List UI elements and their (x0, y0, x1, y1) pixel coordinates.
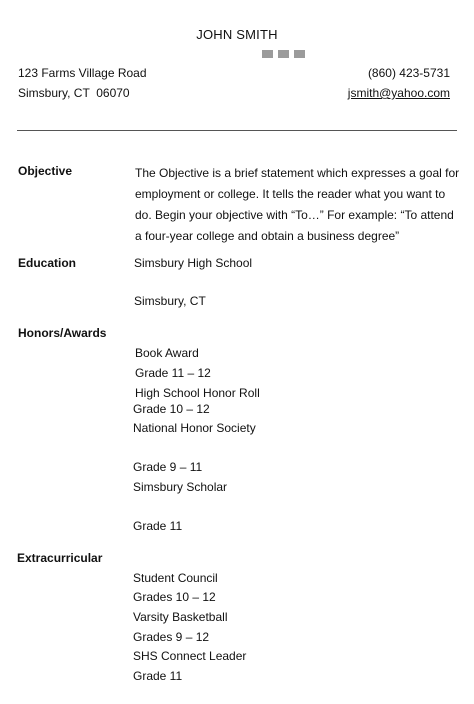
honors-heading: Honors/Awards (18, 326, 107, 340)
header-divider (17, 130, 457, 131)
honor-item: High School Honor Roll (135, 386, 260, 400)
education-location: Simsbury, CT (134, 294, 206, 308)
square-icon (262, 50, 273, 58)
honor-item: Grade 9 – 11 (133, 460, 203, 474)
extracurricular-heading: Extracurricular (17, 551, 103, 565)
resume-name: JOHN SMITH (196, 27, 278, 42)
objective-text: The Objective is a brief statement which expresses a goal for employment or college. It tells the reader what you want to do. Begin your objective with “To…” For example: “To attend a four-year college and obtain a business degree” (135, 166, 460, 243)
extracurricular-item: Grade 11 (133, 669, 183, 683)
education-school: Simsbury High School (134, 256, 253, 270)
honor-item: Grade 11 (133, 519, 183, 533)
address-line-1: 123 Farms Village Road (18, 66, 147, 80)
honor-item: National Honor Society (133, 421, 256, 435)
decorative-squares (262, 50, 305, 58)
email-link[interactable]: jsmith@yahoo.com (347, 86, 450, 100)
objective-heading: Objective (18, 164, 73, 178)
extracurricular-item: Student Council (133, 571, 218, 585)
extracurricular-item: Varsity Basketball (133, 610, 228, 624)
extracurricular-item: Grades 9 – 12 (133, 630, 210, 644)
extracurricular-item: Grades 10 – 12 (133, 590, 216, 604)
honor-item: Simsbury Scholar (133, 480, 228, 494)
phone-number: (860) 423-5731 (367, 66, 450, 80)
honor-item: Grade 11 – 12 (135, 366, 211, 380)
education-heading: Education (18, 256, 77, 270)
honor-item: Book Award (135, 346, 199, 360)
square-icon (278, 50, 289, 58)
honor-item: Grade 10 – 12 (133, 402, 210, 416)
extracurricular-item: SHS Connect Leader (133, 649, 247, 663)
square-icon (294, 50, 305, 58)
address-line-2: Simsbury, CT 06070 (18, 86, 130, 100)
